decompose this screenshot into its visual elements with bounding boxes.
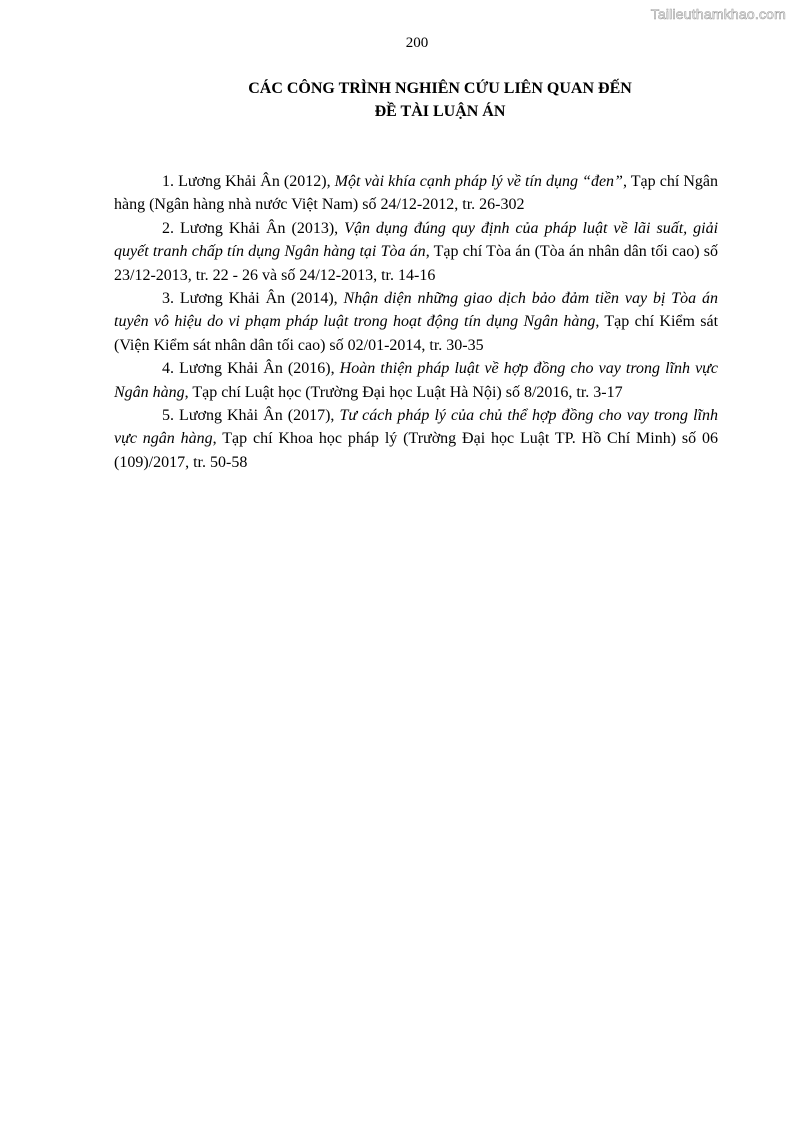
reference-item-4: [114, 357, 718, 404]
reference-source: , Tạp chí Khoa học pháp lý (Trường Đại học Luật TP. Hồ Chí Minh) số 06 (109)/2017, tr. 50-58: [114, 430, 719, 471]
reference-list: [114, 170, 718, 474]
reference-author-year: 5. Lương Khải Ân (2017),: [162, 407, 340, 425]
reference-source: , Tạp chí Luật học (Trường Đại học Luật Hà Nội) số 8/2016, tr. 3-17: [184, 383, 623, 401]
reference-title: Tư cách pháp lý của chủ thể hợp đồng cho vay trong lĩnh vực ngân hàng: [114, 407, 719, 448]
reference-item-2: [114, 217, 718, 287]
reference-source: , Tạp chí Tòa án (Tòa án nhân dân tối cao) số 23/12-2013, tr. 22 - 26 và số 24/12-2013, tr. 14-16: [114, 243, 718, 284]
reference-title: Vận dụng đúng quy định của pháp luật về lãi suất, giải quyết tranh chấp tín dụng Ngân hàng tại Tòa án: [114, 219, 719, 261]
reference-title: Một vài khía cạnh pháp lý về tín dụng “đen”: [334, 173, 623, 190]
page-number: 200: [405, 35, 429, 51]
page-title: [0, 77, 794, 123]
title-line-2: ĐỀ TÀI LUẬN ÁN: [374, 103, 506, 120]
reference-author-year: 4. Lương Khải Ân (2016),: [162, 360, 340, 378]
reference-source: , Tạp chí Ngân hàng (Ngân hàng nhà nước Việt Nam) số 24/12-2012, tr. 26-302: [114, 173, 719, 214]
reference-item-5: [114, 404, 718, 474]
reference-title: Nhận diện những giao dịch bảo đảm tiền vay bị Tòa án tuyên vô hiệu do vi phạm pháp luật trong hoạt động tín dụng Ngân hàng: [114, 290, 718, 331]
reference-author-year: 3. Lương Khải Ân (2014),: [162, 290, 344, 308]
reference-item-1: [114, 170, 718, 217]
reference-author-year: 1. Lương Khải Ân (2012),: [162, 173, 335, 190]
reference-title: Hoàn thiện pháp luật về hợp đồng cho vay trong lĩnh vực Ngân hàng: [114, 360, 718, 401]
title-line-1: CÁC CÔNG TRÌNH NGHIÊN CỨU LIÊN QUAN ĐẾN: [248, 80, 632, 97]
reference-item-3: [114, 287, 718, 357]
watermark: Tailieuthamkhao.com: [650, 6, 786, 22]
reference-source: , Tạp chí Kiểm sát (Viện Kiểm sát nhân dân tối cao) số 02/01-2014, tr. 30-35: [114, 313, 719, 354]
reference-author-year: 2. Lương Khải Ân (2013),: [162, 219, 345, 237]
